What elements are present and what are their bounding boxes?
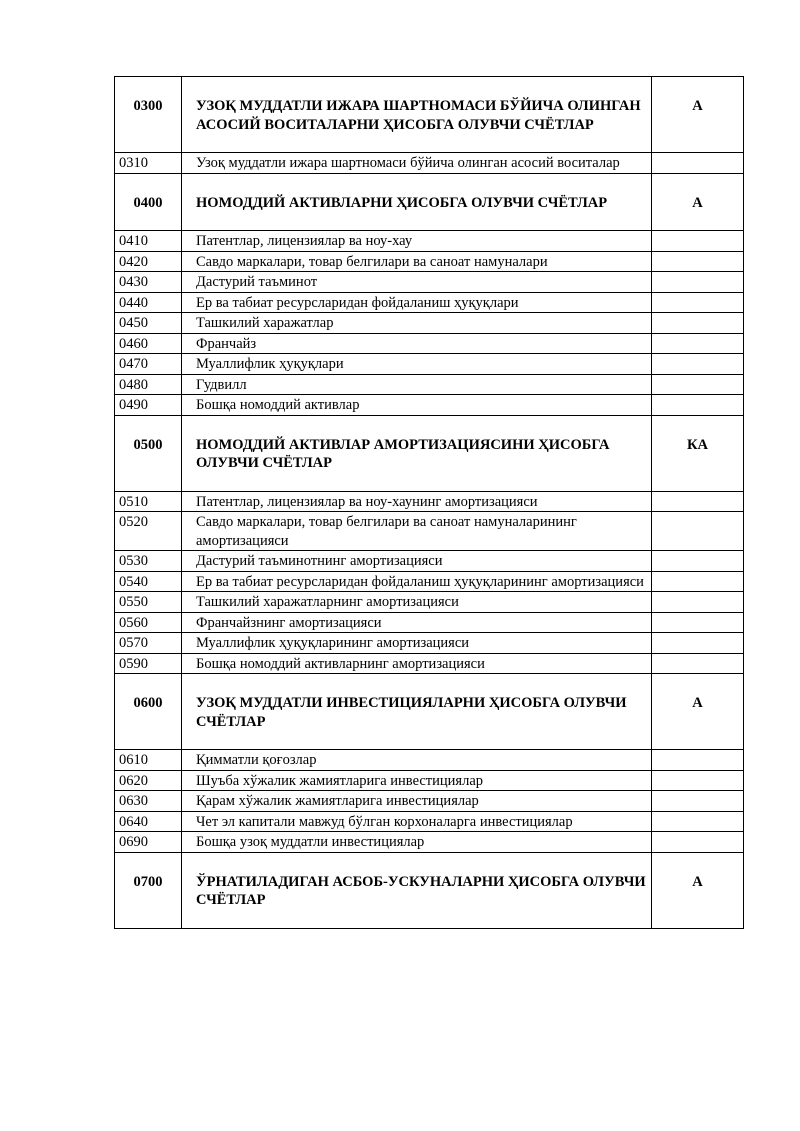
account-type-empty [652, 633, 744, 654]
account-row [115, 491, 744, 512]
account-name: Франчайз [182, 333, 652, 354]
account-row [115, 272, 744, 293]
section-header-row [115, 852, 744, 928]
account-row [115, 395, 744, 416]
account-code: 0590 [115, 653, 182, 674]
section-account-type: А [652, 77, 744, 153]
account-name: Бошқа узоқ муддатли инвестициялар [182, 832, 652, 853]
account-name: Дастурий таъминотнинг амортизацияси [182, 551, 652, 572]
account-name: Муаллифлик ҳуқуқларининг амортизацияси [182, 633, 652, 654]
section-title: УЗОҚ МУДДАТЛИ ИЖАРА ШАРТНОМАСИ БЎЙИЧА ОЛИНГАН АСОСИЙ ВОСИТАЛАРНИ ҲИСОБГА ОЛУВЧИ СЧЁТЛАР [182, 77, 652, 153]
account-code: 0560 [115, 612, 182, 633]
account-row [115, 333, 744, 354]
account-name: Патентлар, лицензиялар ва ноу-хаунинг амортизацияси [182, 491, 652, 512]
account-type-empty [652, 770, 744, 791]
account-code: 0640 [115, 811, 182, 832]
section-title: НОМОДДИЙ АКТИВЛАРНИ ҲИСОБГА ОЛУВЧИ СЧЁТЛАР [182, 173, 652, 231]
account-name: Бошқа номоддий активларнинг амортизацияси [182, 653, 652, 674]
account-name: Савдо маркалари, товар белгилари ва саноат намуналари [182, 251, 652, 272]
account-code: 0510 [115, 491, 182, 512]
account-type-empty [652, 153, 744, 174]
section-title: УЗОҚ МУДДАТЛИ ИНВЕСТИЦИЯЛАРНИ ҲИСОБГА ОЛУВЧИ СЧЁТЛАР [182, 674, 652, 750]
account-row [115, 313, 744, 334]
account-type-empty [652, 374, 744, 395]
table-body [115, 77, 744, 929]
account-type-empty [652, 272, 744, 293]
account-row [115, 571, 744, 592]
account-code: 0310 [115, 153, 182, 174]
account-row [115, 770, 744, 791]
account-code: 0420 [115, 251, 182, 272]
account-code: 0470 [115, 354, 182, 375]
account-type-empty [652, 333, 744, 354]
account-row [115, 633, 744, 654]
account-row [115, 750, 744, 771]
section-code: 0300 [115, 77, 182, 153]
section-code: 0700 [115, 852, 182, 928]
account-row [115, 592, 744, 613]
account-code: 0540 [115, 571, 182, 592]
section-account-type: А [652, 674, 744, 750]
account-type-empty [652, 811, 744, 832]
account-type-empty [652, 791, 744, 812]
account-type-empty [652, 750, 744, 771]
account-code: 0550 [115, 592, 182, 613]
account-code: 0440 [115, 292, 182, 313]
account-name: Ташкилий харажатларнинг амортизацияси [182, 592, 652, 613]
chart-of-accounts-table [114, 76, 744, 929]
section-account-type: А [652, 852, 744, 928]
account-name: Савдо маркалари, товар белгилари ва саноат намуналарининг амортизацияси [182, 512, 652, 551]
account-row [115, 374, 744, 395]
account-name: Шуъба хўжалик жамиятларига инвестициялар [182, 770, 652, 791]
account-type-empty [652, 612, 744, 633]
section-title: НОМОДДИЙ АКТИВЛАР АМОРТИЗАЦИЯСИНИ ҲИСОБГА ОЛУВЧИ СЧЁТЛАР [182, 415, 652, 491]
account-row [115, 251, 744, 272]
account-code: 0450 [115, 313, 182, 334]
section-title: ЎРНАТИЛАДИГАН АСБОБ-УСКУНАЛАРНИ ҲИСОБГА ОЛУВЧИ СЧЁТЛАР [182, 852, 652, 928]
section-header-row [115, 173, 744, 231]
account-code: 0460 [115, 333, 182, 354]
account-name: Дастурий таъминот [182, 272, 652, 293]
account-row [115, 551, 744, 572]
account-row [115, 354, 744, 375]
account-type-empty [652, 491, 744, 512]
account-type-empty [652, 592, 744, 613]
section-header-row [115, 674, 744, 750]
account-type-empty [652, 512, 744, 551]
account-code: 0620 [115, 770, 182, 791]
account-name: Қарам хўжалик жамиятларига инвестициялар [182, 791, 652, 812]
account-code: 0570 [115, 633, 182, 654]
account-name: Патентлар, лицензиялар ва ноу-хау [182, 231, 652, 252]
account-type-empty [652, 395, 744, 416]
section-code: 0600 [115, 674, 182, 750]
account-row [115, 292, 744, 313]
account-code: 0490 [115, 395, 182, 416]
account-code: 0480 [115, 374, 182, 395]
account-row [115, 653, 744, 674]
account-name: Муаллифлик ҳуқуқлари [182, 354, 652, 375]
account-type-empty [652, 231, 744, 252]
account-row [115, 811, 744, 832]
section-header-row [115, 415, 744, 491]
account-type-empty [652, 832, 744, 853]
account-type-empty [652, 313, 744, 334]
account-name: Узоқ муддатли ижара шартномаси бўйича олинган асосий воситалар [182, 153, 652, 174]
account-type-empty [652, 571, 744, 592]
account-name: Гудвилл [182, 374, 652, 395]
account-type-empty [652, 292, 744, 313]
account-name: Чет эл капитали мавжуд бўлган корхоналарга инвестициялар [182, 811, 652, 832]
section-account-type: А [652, 173, 744, 231]
account-row [115, 832, 744, 853]
account-code: 0690 [115, 832, 182, 853]
section-code: 0500 [115, 415, 182, 491]
section-account-type: КА [652, 415, 744, 491]
account-type-empty [652, 354, 744, 375]
account-row [115, 791, 744, 812]
account-type-empty [652, 551, 744, 572]
account-type-empty [652, 251, 744, 272]
document-page [114, 76, 743, 929]
account-code: 0520 [115, 512, 182, 551]
account-name: Қимматли қоғозлар [182, 750, 652, 771]
account-name: Ер ва табиат ресурсларидан фойдаланиш ҳуқуқларининг амортизацияси [182, 571, 652, 592]
account-code: 0530 [115, 551, 182, 572]
account-type-empty [652, 653, 744, 674]
account-row [115, 153, 744, 174]
account-code: 0410 [115, 231, 182, 252]
account-name: Ер ва табиат ресурсларидан фойдаланиш ҳуқуқлари [182, 292, 652, 313]
account-code: 0610 [115, 750, 182, 771]
account-code: 0630 [115, 791, 182, 812]
account-code: 0430 [115, 272, 182, 293]
account-name: Бошқа номоддий активлар [182, 395, 652, 416]
account-name: Ташкилий харажатлар [182, 313, 652, 334]
account-row [115, 231, 744, 252]
account-row [115, 612, 744, 633]
account-name: Франчайзнинг амортизацияси [182, 612, 652, 633]
account-row [115, 512, 744, 551]
section-header-row [115, 77, 744, 153]
section-code: 0400 [115, 173, 182, 231]
